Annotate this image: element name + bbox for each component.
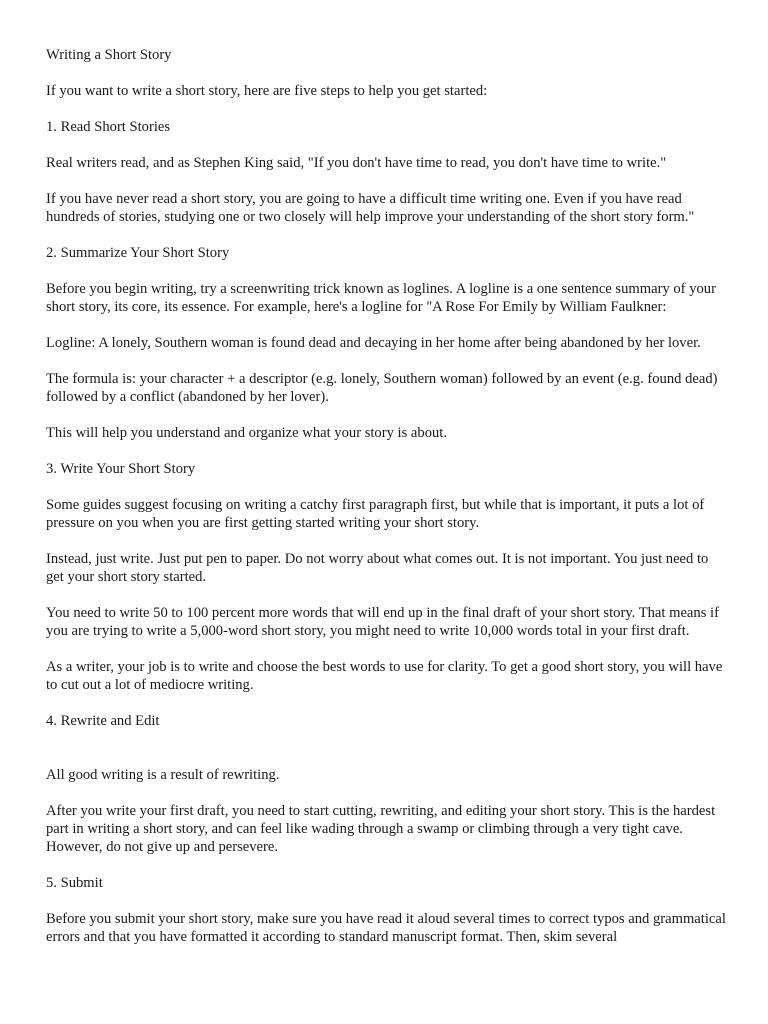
paragraph: Before you begin writing, try a screenwriting trick known as loglines. A logline is a one sentence summary of your short story, its core, its essence. For example, here's a logline for "A Rose For Emily by William Faulkner: xyxy=(46,281,716,315)
paragraph: This will help you understand and organize what your story is about. xyxy=(46,425,447,441)
paragraph: The formula is: your character + a descriptor (e.g. lonely, Southern woman) followed by an event (e.g. found dead) followed by a conflict (abandoned by her lover). xyxy=(46,371,718,405)
section-heading-summarize: 2. Summarize Your Short Story xyxy=(46,245,230,261)
section-heading-read: 1. Read Short Stories xyxy=(46,119,171,135)
section-heading-rewrite: 4. Rewrite and Edit xyxy=(46,713,160,729)
paragraph: You need to write 50 to 100 percent more words that will end up in the final draft of your short story. That means if you are trying to write a 5,000-word short story, you might need to write 10,000 words total in your first draft. xyxy=(46,605,719,639)
paragraph: All good writing is a result of rewriting. xyxy=(46,767,280,783)
paragraph: Real writers read, and as Stephen King said, "If you don't have time to read, you don't have time to write." xyxy=(46,155,667,171)
paragraph: Instead, just write. Just put pen to paper. Do not worry about what comes out. It is not important. You just need to get your short story started. xyxy=(46,551,709,585)
paragraph: Before you submit your short story, make sure you have read it aloud several times to correct typos and grammatical errors and that you have formatted it according to standard manuscript format. Then, skim several xyxy=(46,911,726,945)
document-page xyxy=(46,46,726,964)
document-title: Writing a Short Story xyxy=(46,47,172,63)
intro-paragraph: If you want to write a short story, here are five steps to help you get started: xyxy=(46,83,488,99)
section-heading-write: 3. Write Your Short Story xyxy=(46,461,196,477)
paragraph: Logline: A lonely, Southern woman is found dead and decaying in her home after being abandoned by her lover. xyxy=(46,335,701,351)
paragraph: After you write your first draft, you need to start cutting, rewriting, and editing your short story. This is the hardest part in writing a short story, and can feel like wading through a swamp or climbing through a very tight cave. However, do not give up and persevere. xyxy=(46,803,716,855)
paragraph: As a writer, your job is to write and choose the best words to use for clarity. To get a good short story, you will have to cut out a lot of mediocre writing. xyxy=(46,659,723,693)
paragraph: Some guides suggest focusing on writing a catchy first paragraph first, but while that is important, it puts a lot of pressure on you when you are first getting started writing your short story. xyxy=(46,497,705,531)
paragraph: If you have never read a short story, you are going to have a difficult time writing one. Even if you have read hundreds of stories, studying one or two closely will help improve your understanding of the short story form." xyxy=(46,191,695,225)
section-heading-submit: 5. Submit xyxy=(46,875,103,891)
